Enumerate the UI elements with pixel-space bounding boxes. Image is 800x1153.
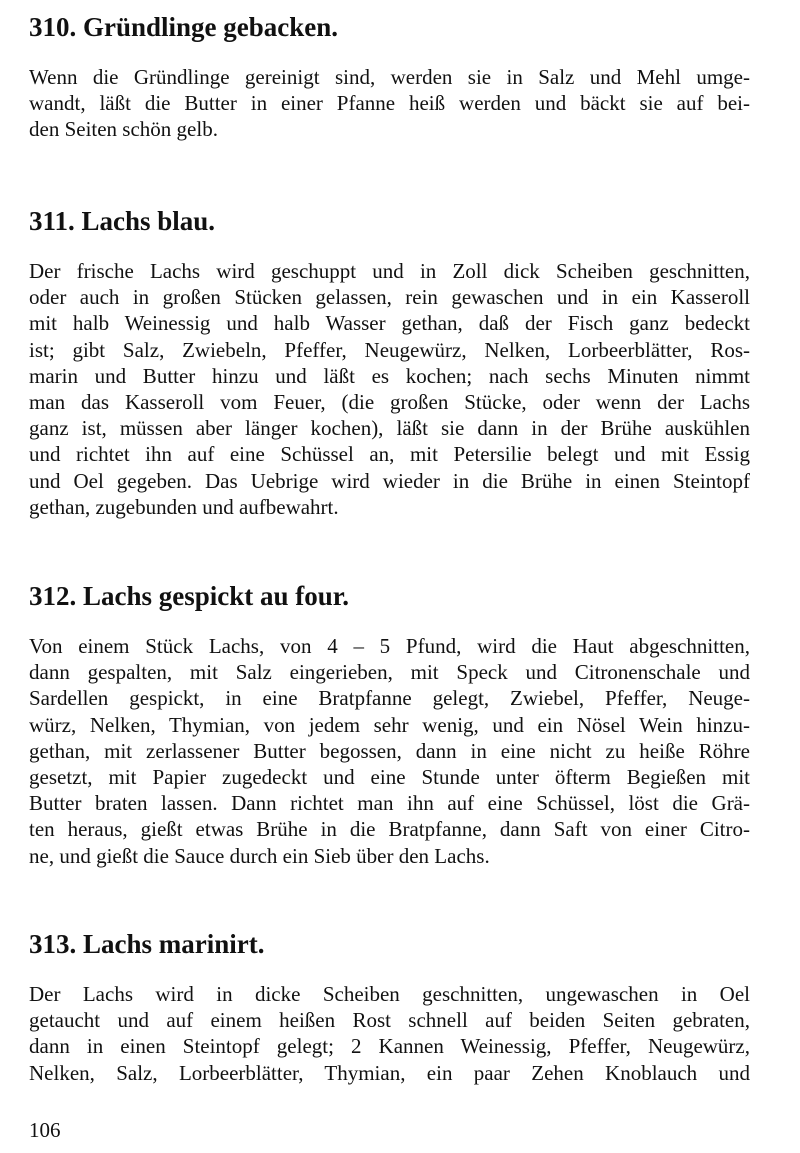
text-line: gethan, zugebunden und aufbewahrt. [29, 494, 339, 519]
recipe-313 [29, 927, 750, 1086]
recipe-title: 313. Lachs marinirt. [29, 929, 265, 959]
recipe-title: 312. Lachs gespickt au four. [29, 581, 350, 611]
text-line: Von einem Stück Lachs, von 4 – 5 Pfund, wird die Haut abgeschnitten, [29, 634, 750, 658]
text-line: und richtet ihn auf eine Schüssel an, mit Petersilie belegt und mit Essig [29, 442, 750, 467]
text-line: Der frische Lachs wird geschuppt und in Zoll dick Scheiben geschnitten, [29, 259, 750, 283]
recipe-311 [29, 204, 750, 520]
page-number: 106 [29, 1118, 61, 1142]
text-line: würz, Nelken, Thymian, von jedem sehr wenig, und ein Nösel Wein hinzu- [29, 712, 750, 737]
text-line: ne, und gießt die Sauce durch ein Sieb über den Lachs. [29, 843, 490, 868]
recipe-title: 310. Gründlinge gebacken. [29, 12, 339, 42]
recipe-312 [29, 579, 750, 869]
text-line: dann in einen Steintopf gelegt; 2 Kannen Weinessig, Pfeffer, Neugewürz, [29, 1034, 750, 1059]
text-line: Wenn die Gründlinge gereinigt sind, werden sie in Salz und Mehl umge- [29, 65, 750, 89]
text-line: dann gespalten, mit Salz eingerieben, mit Speck und Citronenschale und [29, 660, 750, 685]
text-line: den Seiten schön gelb. [29, 117, 218, 142]
text-line: Butter braten lassen. Dann richtet man ihn auf eine Schüssel, löst die Grä- [29, 791, 750, 816]
recipe-text [29, 64, 750, 143]
text-line: mit halb Weinessig und halb Wasser gethan, daß der Fisch ganz bedeckt [29, 311, 750, 336]
text-line: und Oel gegeben. Das Uebrige wird wieder in die Brühe in einen Steintopf [29, 468, 750, 493]
text-line: wandt, läßt die Butter in einer Pfanne heiß werden und bäckt sie auf bei- [29, 91, 750, 116]
text-line: oder auch in großen Stücken gelassen, rein gewaschen und in ein Kasseroll [29, 285, 750, 310]
recipe-text [29, 981, 750, 1086]
text-line: ist; gibt Salz, Zwiebeln, Pfeffer, Neugewürz, Nelken, Lorbeerblätter, Ros- [29, 337, 750, 362]
text-line: man das Kasseroll vom Feuer, (die großen Stücke, oder wenn der Lachs [29, 390, 750, 415]
text-line: Sardellen gespickt, in eine Bratpfanne gelegt, Zwiebel, Pfeffer, Neuge- [29, 686, 750, 711]
text-line: getaucht und auf einem heißen Rost schnell auf beiden Seiten gebraten, [29, 1008, 750, 1033]
text-line: ten heraus, gießt etwas Brühe in die Bratpfanne, dann Saft von einer Citro- [29, 817, 750, 842]
text-line: gethan, mit zerlassener Butter begossen, dann in eine nicht zu heiße Röhre [29, 738, 750, 763]
text-line: Nelken, Salz, Lorbeerblätter, Thymian, ein paar Zehen Knoblauch und [29, 1060, 750, 1085]
text-line: Der Lachs wird in dicke Scheiben geschnitten, ungewaschen in Oel [29, 982, 750, 1006]
recipe-title: 311. Lachs blau. [29, 206, 216, 236]
text-line: gesetzt, mit Papier zugedeckt und eine Stunde unter öfterm Begießen mit [29, 765, 750, 790]
recipe-text [29, 258, 750, 520]
recipe-text [29, 633, 750, 869]
text-line: ganz ist, müssen aber länger kochen), läßt sie dann in der Brühe auskühlen [29, 416, 750, 441]
text-line: marin und Butter hinzu und läßt es kochen; nach sechs Minuten nimmt [29, 363, 750, 388]
recipe-310 [29, 10, 750, 143]
